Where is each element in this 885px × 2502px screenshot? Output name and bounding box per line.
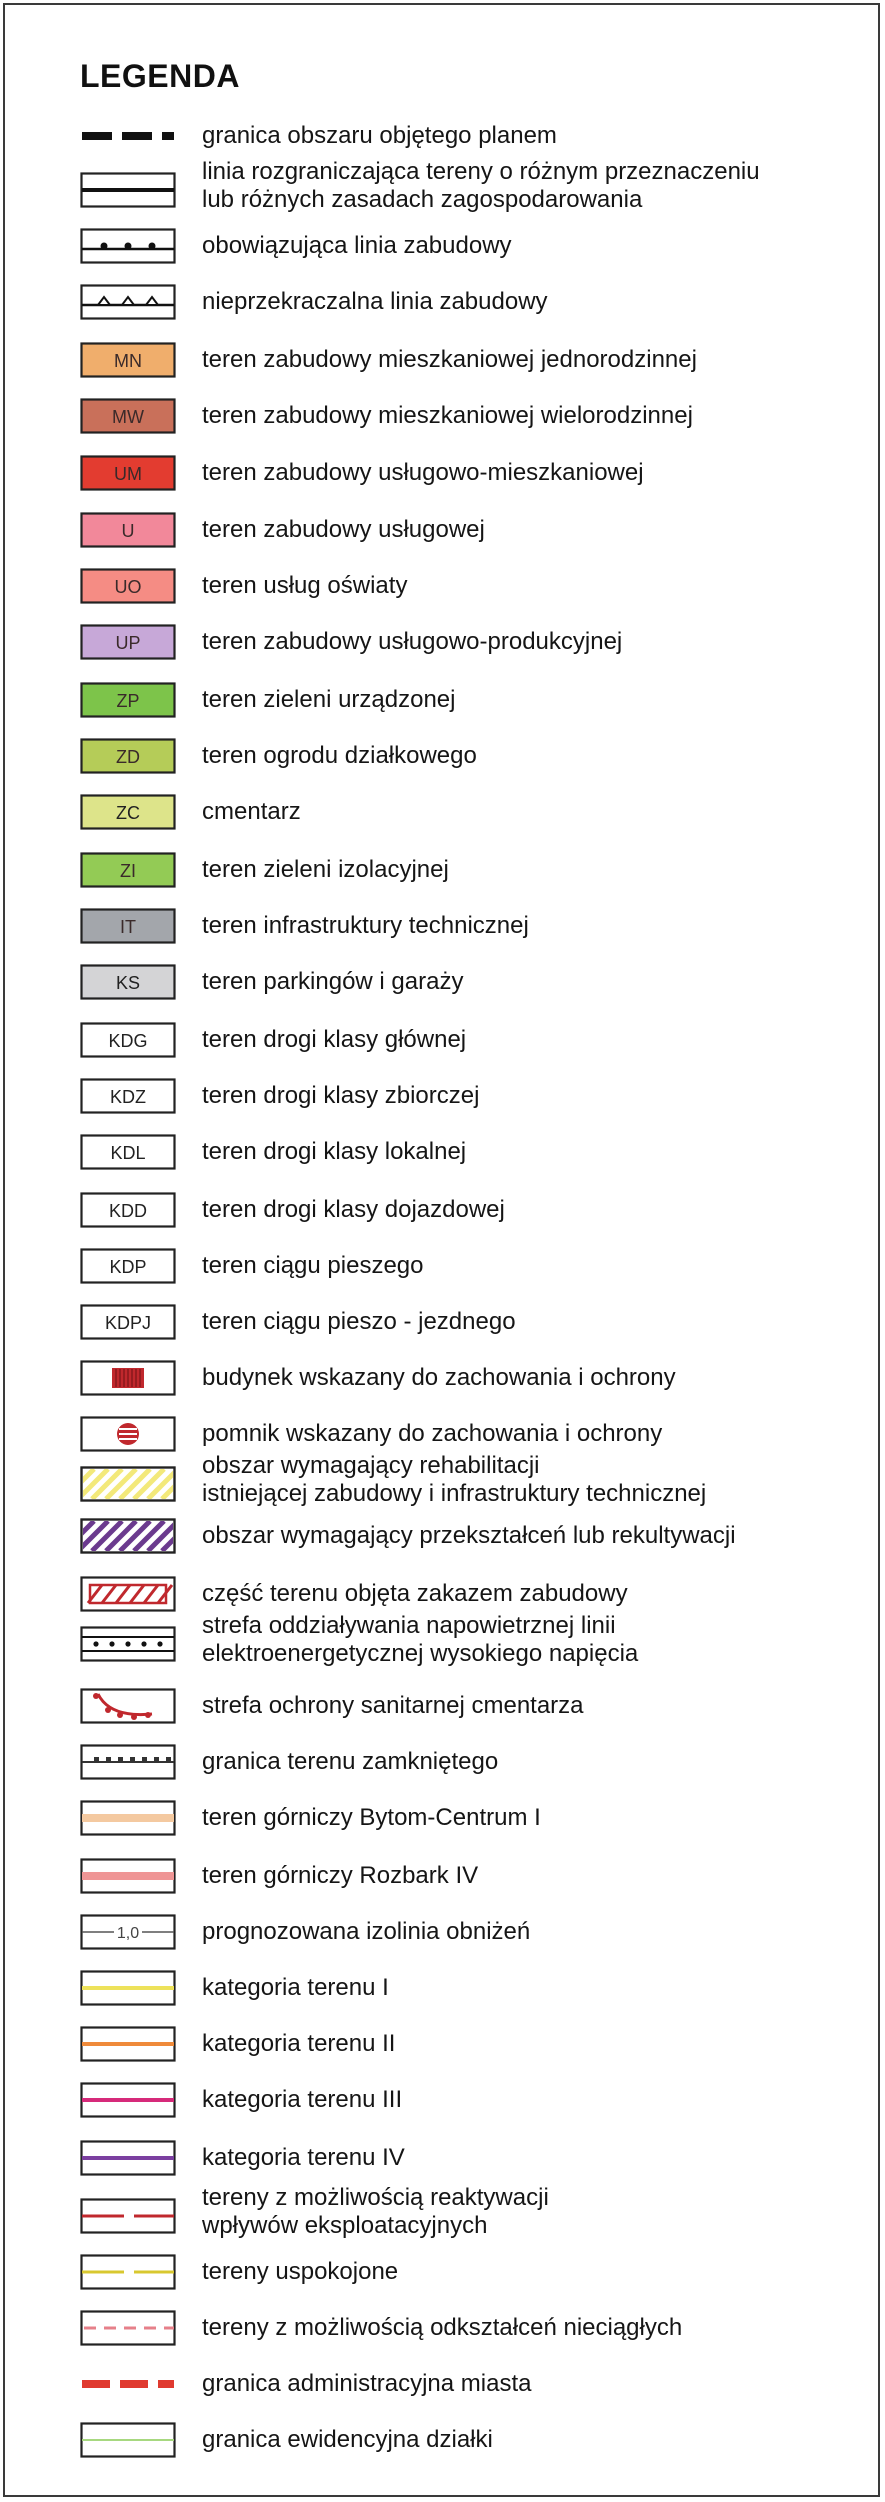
legend-symbol-svg bbox=[80, 455, 176, 491]
legend-symbol-UM bbox=[80, 455, 176, 491]
legend-symbol-svg bbox=[80, 2082, 176, 2118]
symbol-code: KDL bbox=[110, 1143, 146, 1163]
symbol-code: KDD bbox=[108, 1201, 148, 1221]
legend-label-KDG: teren drogi klasy głównej bbox=[202, 1026, 467, 1053]
legend-label-granica-miasta: granica administracyjna miasta bbox=[202, 2370, 532, 2397]
legend-symbol-ZP bbox=[80, 682, 176, 718]
legend-label-reaktywacja: tereny z możliwością reaktywacji wpływów eksploatacyjnych bbox=[202, 2184, 549, 2239]
legend-label-UO: teren usług oświaty bbox=[202, 572, 408, 599]
symbol-code: KDP bbox=[109, 1257, 147, 1277]
legend-symbol-ZI bbox=[80, 852, 176, 888]
legend-symbol-svg bbox=[80, 1022, 176, 1058]
legend-symbol-zakaz-zabudowy bbox=[80, 1576, 176, 1612]
legend-symbol-svg bbox=[80, 1078, 176, 1114]
legend-symbol-svg bbox=[80, 228, 176, 264]
symbol-code: UM bbox=[114, 464, 142, 484]
legend-symbol-svg bbox=[80, 2198, 176, 2234]
legend-symbol-kategoria-3 bbox=[80, 2082, 176, 2118]
legend-label-KDD: teren drogi klasy dojazdowej bbox=[202, 1196, 505, 1223]
legend-label-ZI: teren zieleni izolacyjnej bbox=[202, 856, 449, 883]
legend-symbol-svg bbox=[80, 1134, 176, 1170]
legend-symbol-svg bbox=[80, 852, 176, 888]
legend-symbol-granica-dzialki bbox=[80, 2422, 176, 2458]
legend-symbol-svg bbox=[80, 568, 176, 604]
legend-symbol-svg bbox=[80, 2254, 176, 2290]
legend-symbol-KDD bbox=[80, 1192, 176, 1228]
legend-symbol-przeksztalcenia bbox=[80, 1518, 176, 1554]
legend-symbol-linia-rozgraniczajaca bbox=[80, 172, 176, 208]
legend-symbol-kategoria-4 bbox=[80, 2140, 176, 2176]
legend-label-zakaz-zabudowy: część terenu objęta zakazem zabudowy bbox=[202, 1580, 628, 1607]
legend-symbol-budynek bbox=[80, 1360, 176, 1396]
legend-label-uspokojone: tereny uspokojone bbox=[202, 2258, 399, 2285]
legend-symbol-svg bbox=[80, 1192, 176, 1228]
legend-symbol-ZD bbox=[80, 738, 176, 774]
legend-label-teren-zamkniety: granica terenu zamkniętego bbox=[202, 1748, 499, 1775]
legend-label-MW: teren zabudowy mieszkaniowej wielorodzinnej bbox=[202, 402, 693, 429]
legend-symbol-svg bbox=[80, 2422, 176, 2458]
legend-symbol-svg bbox=[80, 1800, 176, 1836]
legend-symbol-rozbark bbox=[80, 1858, 176, 1894]
legend-symbol-izolinia bbox=[80, 1914, 176, 1950]
symbol-code: ZC bbox=[116, 803, 140, 823]
legend-symbol-rehabilitacja bbox=[80, 1466, 176, 1502]
legend-label-UM: teren zabudowy usługowo-mieszkaniowej bbox=[202, 459, 644, 486]
legend-symbol-KDPJ bbox=[80, 1304, 176, 1340]
legend-symbol-svg bbox=[80, 2366, 176, 2402]
legend-symbol-svg bbox=[80, 1970, 176, 2006]
symbol-code: KDPJ bbox=[104, 1313, 152, 1333]
legend-label-ZC: cmentarz bbox=[202, 798, 301, 825]
legend-label-ZD: teren ogrodu działkowego bbox=[202, 742, 477, 769]
legend-symbol-svg bbox=[80, 624, 176, 660]
legend-label-KDZ: teren drogi klasy zbiorczej bbox=[202, 1082, 480, 1109]
legend-label-rozbark: teren górniczy Rozbark IV bbox=[202, 1862, 479, 1889]
legend-label-strefa-napiecia: strefa oddziaływania napowietrznej linii elektroenergetycznej wysokiego napięcia bbox=[202, 1612, 639, 1667]
symbol-code: MN bbox=[114, 351, 142, 371]
legend-label-kategoria-4: kategoria terenu IV bbox=[202, 2144, 405, 2171]
legend-label-nieprzekraczalna-linia: nieprzekraczalna linia zabudowy bbox=[202, 288, 548, 315]
legend-symbol-KDP bbox=[80, 1248, 176, 1284]
legend-label-ZP: teren zieleni urządzonej bbox=[202, 686, 456, 713]
legend-symbol-kategoria-2 bbox=[80, 2026, 176, 2062]
legend-label-MN: teren zabudowy mieszkaniowej jednorodzinnej bbox=[202, 346, 697, 373]
legend-label-strefa-cmentarza: strefa ochrony sanitarnej cmentarza bbox=[202, 1692, 584, 1719]
legend-symbol-UO bbox=[80, 568, 176, 604]
legend-symbol-KDL bbox=[80, 1134, 176, 1170]
legend-symbol-svg bbox=[80, 1858, 176, 1894]
legend-symbol-strefa-napiecia bbox=[80, 1626, 176, 1662]
legend-symbol-kategoria-1 bbox=[80, 1970, 176, 2006]
legend-label-linia-rozgraniczajaca: linia rozgraniczająca tereny o różnym przeznaczeniu lub różnych zasadach zagospodarowania bbox=[202, 158, 760, 213]
legend-label-obowiazujaca-linia: obowiązująca linia zabudowy bbox=[202, 232, 512, 259]
legend-label-budynek: budynek wskazany do zachowania i ochrony bbox=[202, 1364, 676, 1391]
legend-label-przeksztalcenia: obszar wymagający przekształceń lub rekultywacji bbox=[202, 1522, 736, 1549]
symbol-code: UP bbox=[115, 633, 141, 653]
legend-label-kategoria-3: kategoria terenu III bbox=[202, 2086, 403, 2113]
legend-symbol-svg bbox=[80, 172, 176, 208]
legend-symbol-svg bbox=[80, 1248, 176, 1284]
legend-symbol-svg bbox=[80, 1914, 176, 1950]
legend-label-KDL: teren drogi klasy lokalnej bbox=[202, 1138, 467, 1165]
legend-label-UP: teren zabudowy usługowo-produkcyjnej bbox=[202, 628, 623, 655]
legend-label-granica-dzialki: granica ewidencyjna działki bbox=[202, 2426, 493, 2453]
legend-symbol-obowiazujaca-linia bbox=[80, 228, 176, 264]
symbol-code: MW bbox=[112, 407, 144, 427]
legend-symbol-svg bbox=[80, 2140, 176, 2176]
legend-symbol-svg bbox=[80, 1416, 176, 1452]
legend-symbol-svg bbox=[80, 738, 176, 774]
legend-label-IT: teren infrastruktury technicznej bbox=[202, 912, 529, 939]
symbol-code: UO bbox=[114, 577, 142, 597]
legend-label-kategoria-1: kategoria terenu I bbox=[202, 1974, 389, 2001]
legend-symbol-svg bbox=[80, 512, 176, 548]
legend-symbol-svg bbox=[80, 1626, 176, 1662]
legend-symbol-svg bbox=[80, 1518, 176, 1554]
legend-label-kategoria-2: kategoria terenu II bbox=[202, 2030, 396, 2057]
legend-label-U: teren zabudowy usługowej bbox=[202, 516, 485, 543]
legend-symbol-svg bbox=[80, 1688, 176, 1724]
legend-symbol-svg bbox=[80, 1744, 176, 1780]
legend-symbol-KDZ bbox=[80, 1078, 176, 1114]
legend-symbol-svg bbox=[80, 1304, 176, 1340]
symbol-code: KS bbox=[115, 973, 141, 993]
legend-symbol-svg bbox=[80, 682, 176, 718]
legend-symbol-KDG bbox=[80, 1022, 176, 1058]
symbol-code: U bbox=[121, 521, 135, 541]
legend-label-KS: teren parkingów i garaży bbox=[202, 968, 464, 995]
symbol-code: ZD bbox=[116, 747, 140, 767]
symbol-code: IT bbox=[120, 917, 136, 937]
legend-symbol-svg bbox=[80, 2310, 176, 2346]
legend-symbol-nieciagle bbox=[80, 2310, 176, 2346]
legend-symbol-uspokojone bbox=[80, 2254, 176, 2290]
legend-label-rehabilitacja: obszar wymagający rehabilitacji istniejącej zabudowy i infrastruktury technicznej bbox=[202, 1452, 707, 1507]
symbol-code: KDG bbox=[108, 1031, 148, 1051]
legend-label-pomnik: pomnik wskazany do zachowania i ochrony bbox=[202, 1420, 663, 1447]
legend-symbol-svg bbox=[80, 398, 176, 434]
symbol-code: ZI bbox=[120, 861, 136, 881]
legend-label-nieciagle: tereny z możliwością odkształceń nieciągłych bbox=[202, 2314, 683, 2341]
legend-symbol-strefa-cmentarza bbox=[80, 1688, 176, 1724]
legend-symbol-KS bbox=[80, 964, 176, 1000]
legend-symbol-svg bbox=[80, 964, 176, 1000]
izolinia-value: 1,0 bbox=[116, 1925, 140, 1942]
legend-symbol-svg bbox=[80, 1466, 176, 1502]
legend-symbol-bytom-centrum bbox=[80, 1800, 176, 1836]
legend-symbol-granica-planu bbox=[80, 118, 176, 154]
legend-symbol-granica-miasta bbox=[80, 2366, 176, 2402]
legend-label-KDP: teren ciągu pieszego bbox=[202, 1252, 424, 1279]
legend-title: LEGENDA bbox=[80, 58, 240, 94]
legend-symbol-svg bbox=[80, 1360, 176, 1396]
legend-symbol-ZC bbox=[80, 794, 176, 830]
legend-symbol-svg bbox=[80, 1576, 176, 1612]
legend-symbol-IT bbox=[80, 908, 176, 944]
legend-symbol-nieprzekraczalna-linia bbox=[80, 284, 176, 320]
legend-symbol-svg bbox=[80, 118, 176, 154]
symbol-code: KDZ bbox=[110, 1087, 146, 1107]
legend-symbol-teren-zamkniety bbox=[80, 1744, 176, 1780]
legend-symbol-MN bbox=[80, 342, 176, 378]
legend-label-granica-planu: granica obszaru objętego planem bbox=[202, 122, 557, 149]
legend-symbol-svg bbox=[80, 908, 176, 944]
symbol-code: ZP bbox=[116, 691, 140, 711]
legend-symbol-svg bbox=[80, 284, 176, 320]
legend-label-KDPJ: teren ciągu pieszo - jezdnego bbox=[202, 1308, 516, 1335]
legend-symbol-UP bbox=[80, 624, 176, 660]
legend-symbol-svg bbox=[80, 2026, 176, 2062]
legend-symbol-reaktywacja bbox=[80, 2198, 176, 2234]
legend-symbol-MW bbox=[80, 398, 176, 434]
legend-symbol-U bbox=[80, 512, 176, 548]
legend-label-bytom-centrum: teren górniczy Bytom-Centrum I bbox=[202, 1804, 541, 1831]
legend-label-izolinia: prognozowana izolinia obniżeń bbox=[202, 1918, 531, 1945]
legend-symbol-svg bbox=[80, 342, 176, 378]
legend-symbol-svg bbox=[80, 794, 176, 830]
legend-symbol-pomnik bbox=[80, 1416, 176, 1452]
